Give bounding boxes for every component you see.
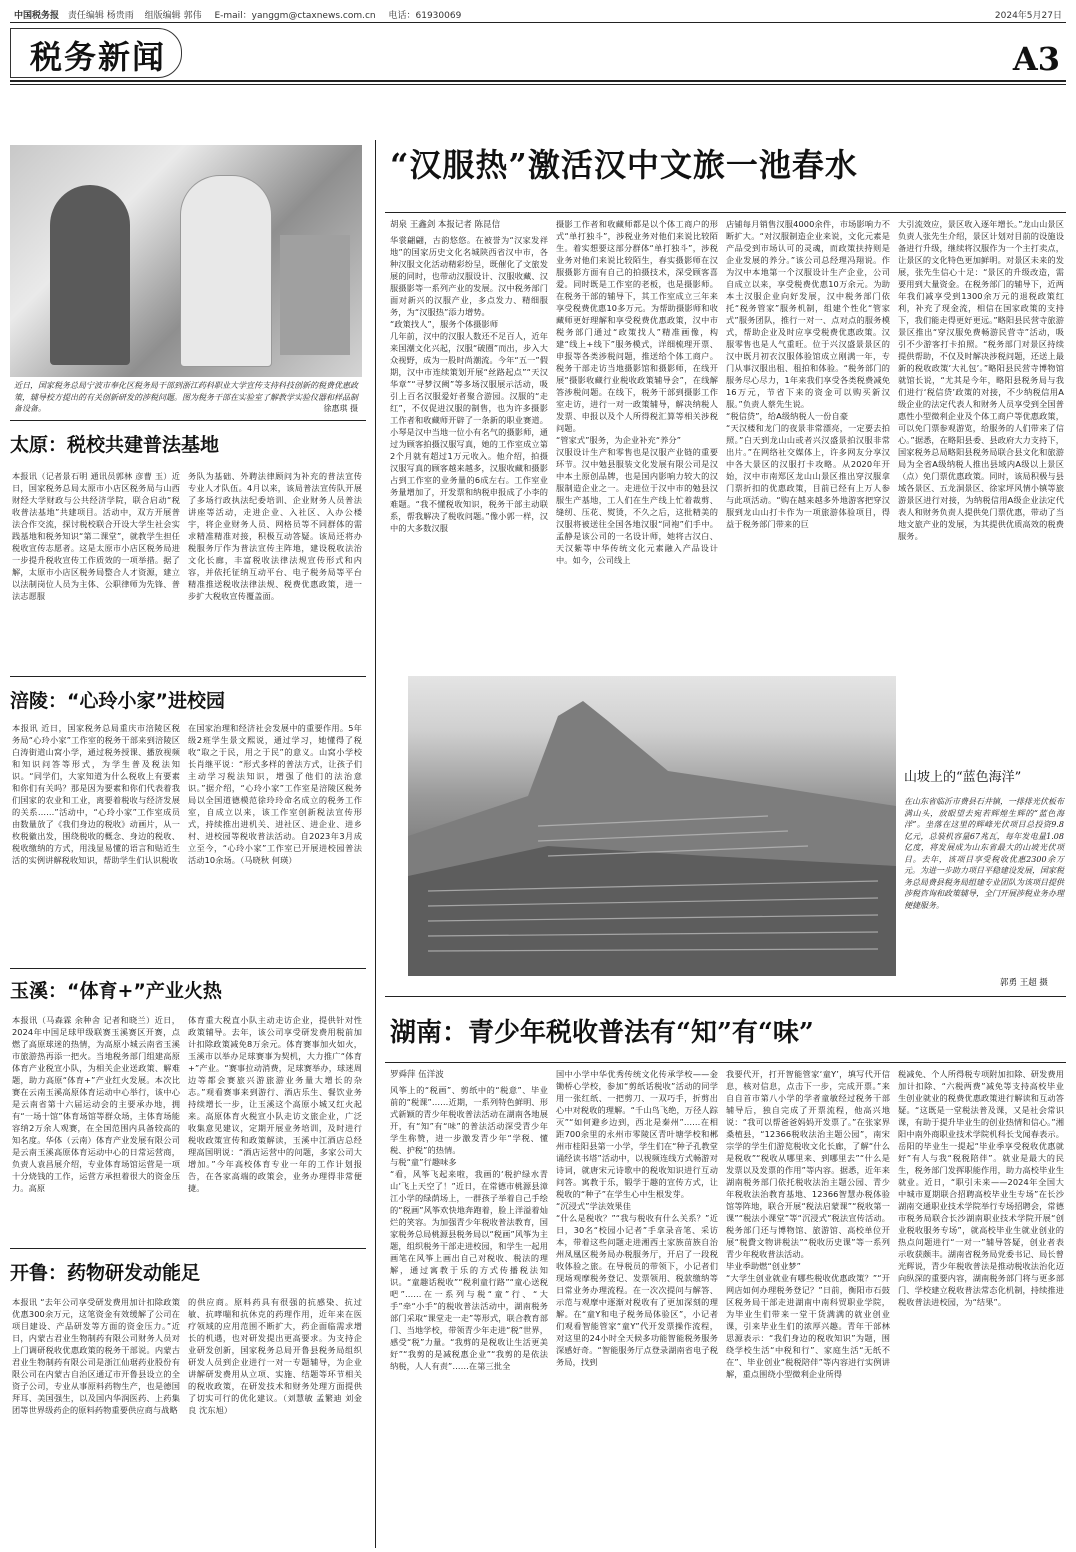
hunan-col2: 国中小学中华优秀传统文化传承学校——金锄桥心学校，参加“剪纸话税收”活动的同学用一张红纸、一把剪刀、一双巧手，折剪出心中对税收的理解。“千山鸟飞绝，万径人踪灭”“如何避乡边到，西北是秦州”……在相距700余里的永州市零陵区青叶塘学校和郴州市桂阳县第一小学，学生们在“种子孔教堂 诵经读书塔”活动中，以视频连线方式畅游对诗词，就唐宋元诗歌中的税收知识进行互动问答。寓教于乐，锻学于趣的宣传方式，让税收的“种子”在学生心中生根发芽。 “沉浸式”学法效果佳 “什么是税收？”“我与税收有什么关系？”近日，30名“校园小记者”手拿录音笔、采访本，带着这些问题走进湘西土家族苗族自治州凤凰区税务局办税服务厅，开启了一段税收体验之旅。在导税员的带领下，小记者们现场观摩税务登记、发票领用、税款缴纳等日常业务办理流程。在一次次提问与解答、示范与观摩中逐渐对税收有了更加深刻的理解。在“童Y和电子税务局体验区”，小记者们观看智能管家“童Y”代开发票操作流程，对这里的24小时全天候多功能智能税务服务深感好奇。“智能服务厅点登录湖南省电子税务局，找到 [556,1069,718,1367]
column-divider [375,140,376,1548]
yuxi-col1: 本报讯（马森霖 余种舍 记者和晓兰）近日，2024年中国足球甲级联赛玉溪赛区开赛，点燃了高原球迷的热情，为高原小城云南省玉溪市旅游热再添一把火。当地税务部门组建高原体育产业税宣小队，为相关企业送政策、解难题，助力高原“体育+”产业红火发展。本次比赛在云南玉溪高原体育运动中心举行，该中心是云南省第十六届运动会的主要承办地，拥有“一场十馆”体育场馆等群众场，主体育场能容纳2万余人观赛，在全国范围内具备较高的知名度。华体（云南）体育产业发展有限公司是云南玉溪高原体育运动中心的日常运营商，负责人袁昌展介绍，专业体育场馆运营是一项十分烧钱的工作，运营方承担着很大的资金压力。高原 [12,1015,180,1193]
hanfu-byline: 胡泉 王鑫剑 本报记者 陈昆信 [390,220,501,230]
taiyuan-col1: 本报讯（记者景石明 通讯员郭林 彦曹 玉）近日，国家税务总局太原市小店区税务局与山西财经大学财政与公共经济学院，联合启动“税收普法基地”共建项目。活动中，双方开展普法合作交流，探讨税校联合开设大学生社会实践基地和税务知识“第二课堂”，就教学生担任税收宣传志愿者。这是太原市小店区税务局进一步提升税收宣传工作质效的一项举措。据了解，太原市小店区税务局整合人才资源，建立以法制岗位人员为主体、公职律师为先锋、普法志愿服 [12,471,180,601]
hanfu-col2: 摄影工作者和收藏师都是以个体工商户的形式“单打独斗”，涉税业务对他们来说比较陌生。着实想要这部分群体“单打独斗”，涉税业务对他们来说比较陌生，春实摄影师在汉服摄影方面有自己的拍摄技术，深受顾客喜爱。同时既是工作室的老板，也是摄影师。在税务干部的辅导下，其工作室成立三年来享受税费优惠10多万元。为帮助摄影师和收藏师更好理解和享受税费优惠政策，汉中市税务部门通过“政策找人”精准画像，构建“线上+线下”服务模式，详细梳理开票、申报等各类涉税问题，推送给个体工商户。税务干部走访当地摄影馆和摄影师，在线开展“摄影收藏行业税收政策辅导会”，在线解答涉税问题。在线下，税务干部到摄影工作室走访，进行一对一政策辅导，解决纳税人发票、申报以及个人所得税汇算等相关涉税问题。 “管家式”服务，为企业补充“养分” 汉服设计生产和零售也是汉服产业链的重要环节。汉中勉县服装文化发展有限公司是汉中本土原创品牌，也是国内影响力较大的汉服制造企业之一。走进位于汉中市的勉县汉服生产基地，工人们在生产线上忙着裁剪、缝纫、压花、熨烫，不久之后，这批精美的汉服将被送往全国各地汉服“同袍”们手中。孟静是该公司的一名设计师，她将古汉白、天汉紫等中华传统文化元素融入产品设计中。如今，公司线上 [556,219,718,565]
section-title: 税务新闻 [30,38,167,76]
hunan-col3: 我要代开，打开智能管家‘童Y’，填写代开信息，核对信息，点击下一步，完成开票。”来自自首市第八小学的学者童敏经过税务干部辅导后，独自完成了开票流程，他高兴地说：“我可以帮爸爸妈妈开发票了。”在张家界桑植县，“12366税收法治主题公园”，南宋宗学的学生们游览税收文化长廊，了解“什么是税收”“税收从哪里来、到哪里去”“什么是发票以及发票的作用”等内容。据悉，近年来湖南税务部门依托税收法治主题公园、青少年税收法治教育基地、12366智慧办税体验馆等阵地，联合开展“税法启蒙课”“税收第一课”“税法小课堂”等“沉浸式”税法宣传活动。税务部门还与博物馆、旅游馆、高校单位开展“税費文物讲税法”“税收历史课”等一系列青少年税收普法活动。 毕业季助燃“创业梦” “大学生创业就业有哪些税收优惠政策？”“开网店如何办理税务登记？”日前，衡阳市石鼓区税务局干部走进湖南中南科贸职业学院，为毕业生们带来一堂干货满满的就业创业课，引来毕业生们的浓厚兴趣。青年干部林思源表示：“我们身边的税收知识”为题，围绕学校生活“中税和行”、家庭生活“无纸不在”、毕业创业“税税陪伴”等内容进行实例讲解，重点围绕小型微利企业所得 [726,1069,890,1379]
photo-equipment [280,235,350,355]
photo-solar-hillside-art [408,676,896,976]
hunan-col4: 税减免、个人所得税专项附加扣除、研发费用加计扣除、“六税两费”减免等支持高校毕业生创业就业的税费优惠政策进行解读和互动答疑。“这既是一堂税法普及课，又是社会常识课，有助于提升毕业生的创业热情和信心。”湘阳中南外商职业技术学院机科长戈闻春表示。岳阳的毕业生一提起“毕业季享受税收优惠就好”有人与我“税税陪伴”。就业是最大的民生，税务部门发挥职能作用，助力高校毕业生就业。近日，“职引未来——2024年全国大中城市夏期联合招聘高校毕业生专场”在长沙湖南交通职业技术学院举行专场招聘会，常德市税务局联合长沙湖南职业技术学院开展“创业税收服务专场”，就高校毕业生就业创业的热点问题进行“一对一”辅导答疑，创业者表示收获颇丰。湖南省税务局党委书记、局长曾光辉说，青少年税收普法是推动税收法治化迈向纵深的重要内容，湖南税务部门将与更多部门、学校建立税收普法常态化机制，持续推进税收普法进校园，为“结果”。 [898,1069,1064,1307]
editor-label: 责任编辑 [67,11,104,21]
hunan-col1: 风筝上的“税画”、剪纸中的“税意”、毕业前的“税课”……近期，一系列特色鲜明、形式新颖的青少年税收普法活动在湖南各地展开，有“知”有“味”的普法活动深受青少年学生称赞，进一步激发青少年“学税、懂税、护税”的热情。 与税“童”行趣味多 “看，风筝飞起来啦，我画的‘税护绿水青山’飞上天空了！”近日，在常德市桃源县漳江小学的绿荫场上，一群孩子举着自己手绘的“税画”风筝欢快地奔跑着，脸上洋溢着灿烂的笑容。为加强青少年税收普法教育，国家税务总局桃源县税务局以“税画”风筝为主题，组织税务干部走进校园，和学生一起用画笔在风筝上画出自己对税收、税法的理解，通过寓教于乐的方式传播税法知识。“童趣话税收”“税利童行路”“童心送税吧”……在一系列与税“童”行、“大手”牵“小手”的税收普法活动中，湖南税务部门采取“课堂走一走”等形式，联合教育部门、当地学校，带领青少年走进“税”世界，感受“税”力量。“我剪的是税收让生活更美好”“我剪的是减税惠企业”“我剪的是依法纳税，人人有责”……在第三批全 [390,1085,548,1371]
rule [385,212,1066,213]
photo-figure-2 [180,175,272,367]
photo2-credit: 郭勇 王超 摄 [1000,978,1048,988]
rule [10,1248,366,1249]
photo-tax-officers-lab [10,145,362,377]
rule [10,22,1066,23]
issue-date: 2024年5月27日 [994,11,1062,21]
masthead-top-line [14,8,461,21]
rule [10,80,1066,82]
fuling-col2: 在国家治理和经济社会发展中的重要作用。5年级2班学生景文熙说，通过学习，她懂得了税收“取之于民，用之于民”的意义。山窝小学校长肖继平说：“形式多样的普法方式，让孩子们主动学习税法知识，增强了他们的法治意识。”据介绍，“心玲小家”工作室是涪陵区税务局以全国道德模范徐玲玲命名成立的税务工作室，自成立以来，该工作室创新税法宣传形式，持续推出进机关、进社区、进企业、进乡村、进校园等税收普法活动。自2023年3月成立至今，“心玲小家”工作室已开展进校园普法活动10余场。（马晓秋 何瑛） [188,723,362,865]
hanfu-col1: 华裳翩翩，古韵悠悠。在被誉为“汉家发祥地”的国家历史文化名城陕西省汉中市，各种汉服文化活动精彩纷呈，既催化了文旅发展的同时，也带动汉服设计、汉服收藏、汉服摄影等一系列产业的发展。汉中税务部门面对新兴的汉服产业，多点发力、精细服务，为“汉服热”添力增势。 “政策找人”，服务个体摄影师 几年前，汉中的汉服人数还不足百人，近年来国潮文化兴起，汉服“破圈”而出，步入大众视野，成为一股时尚潮流。今年“五一”假期，汉中市连续策划开展“丝路起点”“天汉华章”“寻梦汉阙”等多场汉服展示活动，吸引上百名汉服爱好者聚合游园。汉服的“走红”，不仅促进汉服的制售，也为许多摄影工作者和收藏师开辟了一条新的职业赛道。小琴是汉中当地一位小有名气的摄影师，通过为顾客拍摄汉服写真，她的工作室成立第2个月就有超过1万元收入。他介绍，拍摄汉服写真的顾客越来越多，汉服收藏和摄影占到工作室的业务量的6成左右。工作室业务量增加了，开发票和纳税申报成了小李的难题。“我不懂税收知识，税务干部主动联系，帮我解决了税收问题。”像小郭一样，汉中的大多数汉服 [390,235,548,533]
kailu-col2: 的供应商。原料药具有很强的抗感染、抗过敏、抗哮喘和抗休克的药理作用，近年来在医疗领域的应用范围不断扩大，药企面临需求增长的机遇，也对研发提出更高要求。为支持企业研发创新，国家税务总局开鲁县税务局组织研发人员到企业进行一对一专题辅导，为企业讲解研发费用从立项、实施、结题等环节相关的税收政策，在研发技术和财务处理方面提供了切实可行的优化建议。（刘慧敏 孟繁迪 刘金良 沈东旭） [188,1297,362,1415]
phone: 电话：61930069 [388,11,462,21]
hanfu-headline: “汉服热”激活汉中文旅一池春水 [390,146,858,184]
rule [385,1062,1066,1063]
taiyuan-col2: 务队为基础、外聘法律顾问为补充的普法宣传专业人才队伍。4月以来，该局普法宣传队开展了多场行政执法纪委培训、企业财务人员普法讲座等活动，走进企业、入社区、入办公楼宇，将企业财务人员、网格员等不同群体的需求精准精准对接，积极互动答疑。该局还将办税服务厅作为普法宣传主阵地，建设税收法治文化长廊，丰富税收法律法规宣传形式和内容，并依托征纳互动平台、电子税务局等平台精准推送税收法律法规、税费优惠政策，进一步扩大税收宣传覆盖面。 [188,471,362,601]
photo2-title: 山坡上的“蓝色海洋” [904,770,1022,785]
rule [385,996,1066,997]
photo-solar-hillside [408,676,896,976]
photo1-credit: 徐惠琪 摄 [323,404,358,413]
rule [10,968,366,969]
layout-label: 组版编辑 [144,11,181,21]
yuxi-col2: 体育重大税直小队主动走访企业，提供针对性政策辅导。去年，该公司享受研发费用税前加计扣除政策减免8万余元。体育赛事加火如火，玉溪市以举办足球赛事为契机，大力推广“体育+”产业。“赛事拉动消费，足球赛举办，球迷周边等都会赛旅兴游旅游业务量大增长的杂志。”观看赛事来到游行、酒店乐生、餐饮业务持续增长一步，让玉溪这个高原小城又红火起来。高原体育火税宣小队走访文旅企业，广泛收集意见建议，定期开展业务培训，及时进行税收政策宣传和政策解读，玉溪中江酒店总经理高国明说：“酒店运营中的问题，多家公司大增加。”今年高校体育专业一年的工作计划报告，在各家高端的政策会，业务办理得非常便捷。 [188,1015,362,1193]
rule [10,84,1066,85]
yuxi-headline: 玉溪：“体育+”产业火热 [10,980,222,1002]
fuling-col1: 本报讯 近日，国家税务总局重庆市涪陵区税务局“心玲小家”工作室的税务干部来到涪陵区白涛街道山窝小学，通过税务授课、播放视频和知识问答等形式，为学生普及税法知识。“同学们，大家知道为什么税收上有要素和你们有关吗？那是因为要素和你们代表着我们国家的农业和工业，离要着税收与经济发展的关系……”活动中，“心玲小家”工作室成员由数量放了《我们身边的税收》动画片，从一枚税徽出发，围绕税收的概念、身边的税收、税收缴纳的方式，用浅显易懂的语言和贴近生活的实例讲解税收知识，帮助学生们认识税收 [12,723,180,865]
page-number: A3 [1012,40,1060,78]
photo1-caption-text: 近日，国家税务总局宁波市奉化区税务局干部到浙江药科职业大学宣传支持科技创新的税费优惠政策，辅导校方提出的有关创新研发的涉税问题。图为税务干部在实验室了解教学实验仪器和样品制备设备。 [14,381,358,413]
photo2-caption: 在山东省临沂市费县石井镇，一排排光伏板布满山头，放眼望去宛若辉煌生辉的“蓝色海洋”。坐落在这里的辉峰光伏项目总投资9.8亿元，总装机容量67兆瓦，每年发电量1.08亿度，将发展成为山东省最大的山坡光伏项目。去年，该项目享受税收优惠2300余万元。为进一步助力项目平稳建设发展，国家税务总局费县税务局组建专业团队为该项目提供涉税咨询和政策辅导，全门开展涉税业务办理便捷服务。 [904,797,1064,910]
rule [10,420,366,421]
fuling-headline: 涪陵：“心玲小家”进校园 [10,690,225,712]
hunan-headline: 湖南：青少年税收普法有“知”有“味” [390,1018,814,1048]
taiyuan-headline: 太原：税校共建普法基地 [10,434,220,456]
kailu-col1: 本报讯 “去年公司享受研发费用加计扣除政策优惠300余万元，这笔资金有效缓解了公司在项目建设、产品研发等方面的资金压力。”近日，内蒙古君业生物制药有限公司财务人员对上门调研税收优惠政策的税务干部说。内蒙古君业生物制药有限公司是浙江仙琚药业股份有限公司在内蒙古自治区通辽市开鲁县设立的全资子公司，专业从事原料药物生产，也是德国拜耳、美国强生，以及国内华润医药、上药集团等世界级药企的原料药物重要供应商与战略 [12,1297,180,1415]
rule [10,676,366,677]
photo-figure-1 [50,185,130,365]
hunan-byline: 罗舜萍 伍洋波 [390,1070,444,1080]
layout-name: 郭伟 [183,11,202,21]
paper-name: 中国税务报 [14,11,60,21]
hanfu-col4: 大引流效应，景区收入逐年增长。”龙山山景区负责人张先生介绍，景区计划对目前的设施设备进行升级，继续将汉服作为一个主打卖点，让景区的文化特色更加鲜明。对景区未来的发展，张先生信心十足：“景区的升级改造，需要用到大量资金。在税务部门的辅导下，近两年我们减享受到1300余万元的退税政策红利，补充了现金流，相信在国家政策的支持下，我们能走得更好更远。”略阳县民营寺旅游景区推出“穿汉服免费畅游民营寺”活动，吸引不少游客打卡拍照。“税务部门对景区持续提供帮助，不仅及时解决涉税问题，还送上最新的税收政策‘大礼包’。”略阳县民营寺博物馆就馆长说，“尤其是今年，略阳县税务局与我们进行‘税信贷’政策的对接，不少纳税信用A级企业的法定代表人和财务人员享受到全国普惠性小型微利企业及个体工商户等优惠政策，可以免门票参观游览，给服务的人们带来了信心。”据悉，在略阳县委、县政府大力支持下，国家税务总局略阳县税务局联合县文化和旅游局为全省A级纳税人推出县域内A级以上景区（点）免门票优惠政策。同时，该局积极与县域各景区、五龙洞景区、徐家坪风情小镇等旅游景区进行对接，为纳税信用A级企业法定代表人和财务负责人提供免门票优惠，带动了当地文旅产业的发展，为其提供优质高效的税费服务。 [898,219,1064,541]
kailu-headline: 开鲁：药物研发动能足 [10,1262,201,1284]
photo1-caption [14,380,358,415]
editor-name: 杨贵雨 [106,11,134,21]
hanfu-col3: 店铺每月销售汉服4000余件，市场影响力不断扩大。“对汉服制造企业来说，文化元素是产品受到市场认可的灵魂，而政策扶持则是企业发展的养分。”该公司总经理冯翔说。作为汉中本地第一个汉服设计生产企业，公司自成立以来，享受税费优惠10万余元。为助本土汉服企业向好发展，汉中税务部门依托“税务管家”服务机制，组建个性化“管家式”服务团队，推行一对一、点对点的服务模式，帮助企业及时应享受税费优惠政策。汉服零售也是人气重旺。位于兴汉盛景景区的汉中既月初衣汉服体验馆成立刚满一年，专门从事汉服出租、租拍和体验。“税务部门的服务尽心尽力，1年来我们享受各类税费减免16万元，节省下来的资金可以购买新汉服。”负责人蔡先生说。 “税信贷”，给A级纳税人一份自豪 “天汉楼和龙门的夜景非常漂亮，一定要去拍照。”白天到龙山山或者兴汉盛景拍汉服非常出片。”在网络社交媒体上，许多网友分享汉中各大景区的汉服打卡攻略。从2020年开始，汉中市南郑区龙山山景区推出穿汉服拿门票折扣的优惠政策，目前已经有上万人参与此项活动。“购在越来越多外地游客把穿汉服到龙山山打卡作为一项旅游体验项目，得益于税务部门带来的巨 [726,219,890,529]
email: E-mail：yanggm@ctaxnews.com.cn [214,11,376,21]
